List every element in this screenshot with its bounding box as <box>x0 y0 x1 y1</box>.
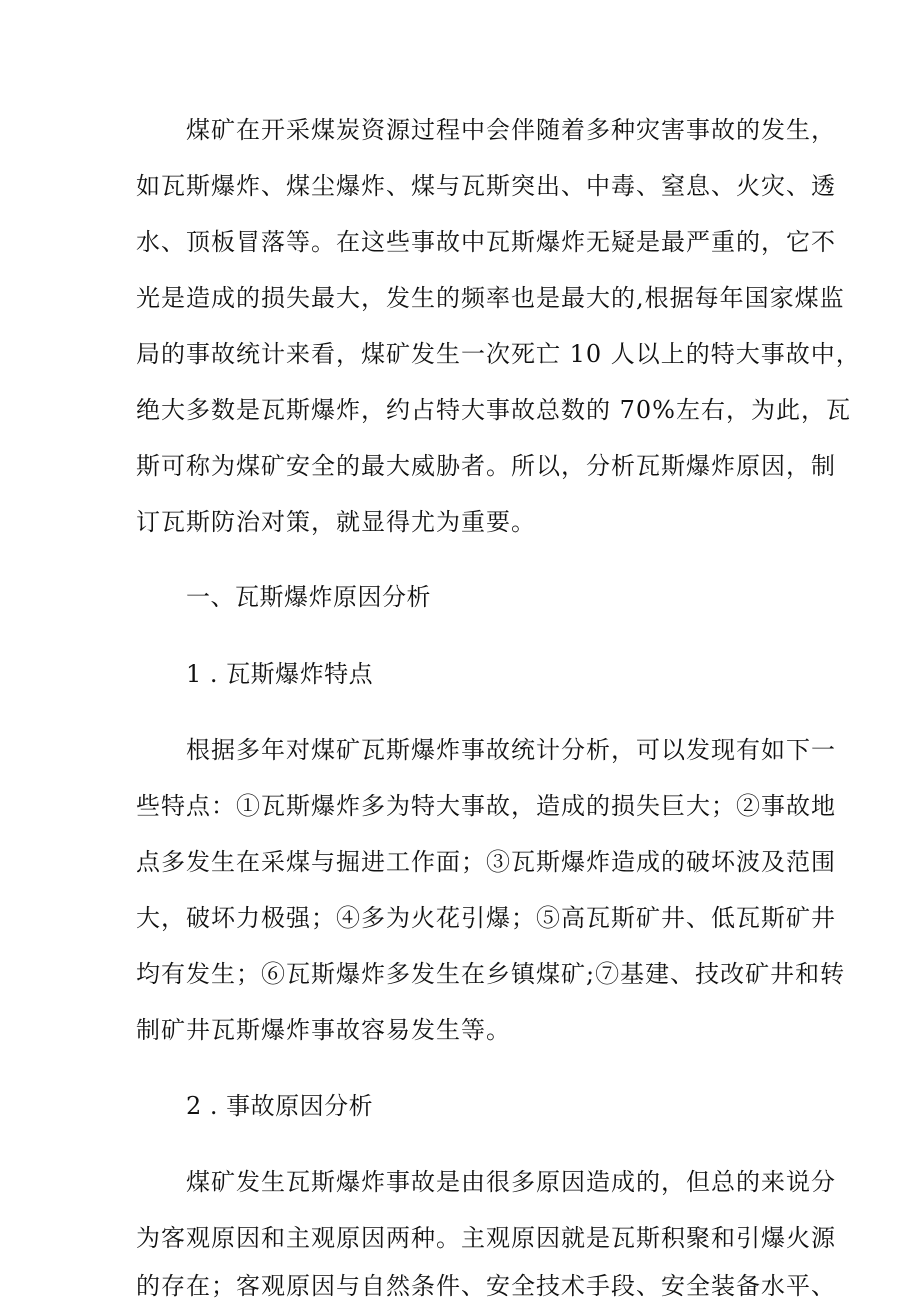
paragraph-line: 煤矿在开采煤炭资源过程中会伴随着多种灾害事故的发生， <box>186 116 836 144</box>
paragraph-line: 水、顶板冒落等。在这些事故中瓦斯爆炸无疑是最严重的，它不 <box>136 228 836 256</box>
heading-text: 一、瓦斯爆炸原因分析 <box>186 583 431 611</box>
paragraph-line: 斯可称为煤矿安全的最大威胁者。所以，分析瓦斯爆炸原因，制 <box>136 452 836 480</box>
paragraph-line: 制矿井瓦斯爆炸事故容易发生等。 <box>136 1016 511 1044</box>
paragraph-line: 绝大多数是瓦斯爆炸，约占特大事故总数的 70%左右，为此，瓦 <box>136 396 851 424</box>
paragraph-line: 的存在；客观原因与自然条件、安全技术手段、安全装备水平、 <box>136 1272 836 1300</box>
paragraph-line: 订瓦斯防治对策，就显得尤为重要。 <box>136 508 536 536</box>
paragraph-line: 为客观原因和主观原因两种。主观原因就是瓦斯积聚和引爆火源 <box>136 1224 836 1252</box>
paragraph-line: 均有发生；⑥瓦斯爆炸多发生在乡镇煤矿;⑦基建、技改矿井和转 <box>136 960 846 988</box>
paragraph-line: 光是造成的损失最大，发生的频率也是最大的,根据每年国家煤监 <box>136 284 845 312</box>
paragraph-line: 大，破坏力极强；④多为火花引爆；⑤高瓦斯矿井、低瓦斯矿井 <box>136 904 836 932</box>
paragraph-line: 如瓦斯爆炸、煤尘爆炸、煤与瓦斯突出、中毒、窒息、火灾、透 <box>136 172 836 200</box>
heading-text: 1 . 瓦斯爆炸特点 <box>186 660 374 688</box>
paragraph-line: 局的事故统计来看，煤矿发生一次死亡 10 人以上的特大事故中， <box>136 340 861 368</box>
paragraph-line: 煤矿发生瓦斯爆炸事故是由很多原因造成的，但总的来说分 <box>186 1168 836 1196</box>
heading-text: 2 . 事故原因分析 <box>186 1092 374 1120</box>
paragraph-line: 点多发生在采煤与掘进工作面；③瓦斯爆炸造成的破坏波及范围 <box>136 848 836 876</box>
paragraph-line: 根据多年对煤矿瓦斯爆炸事故统计分析，可以发现有如下一 <box>186 736 836 764</box>
paragraph-line: 些特点：①瓦斯爆炸多为特大事故，造成的损失巨大；②事故地 <box>136 792 836 820</box>
